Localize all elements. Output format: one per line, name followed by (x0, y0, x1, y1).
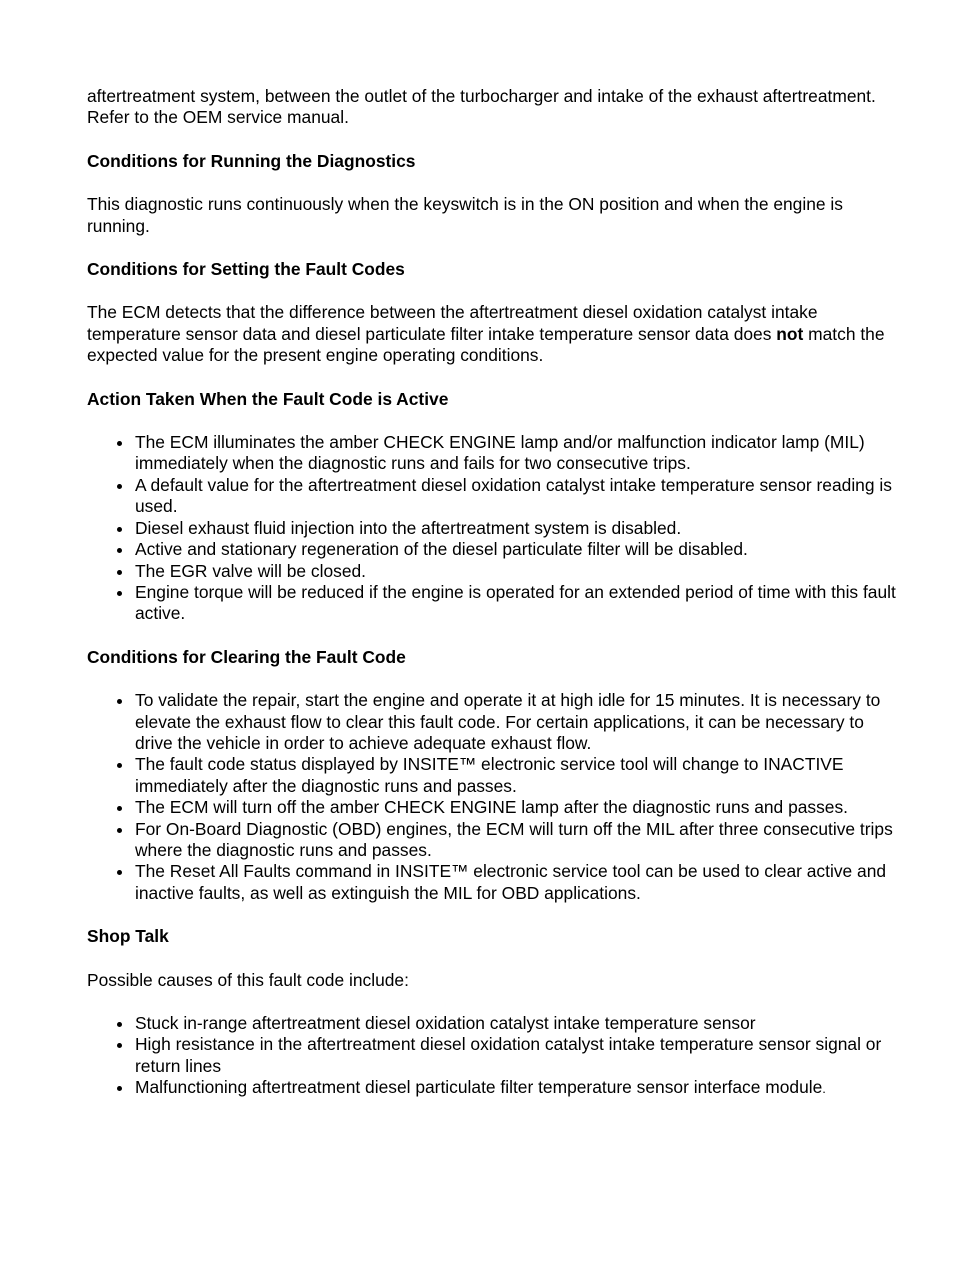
action-list (87, 432, 899, 625)
list-item: Engine torque will be reduced if the engine is operated for an extended period of time with this fault active. (87, 582, 899, 625)
list-item: Active and stationary regeneration of the diesel particulate filter will be disabled. (87, 539, 899, 560)
list-item: A default value for the aftertreatment diesel oxidation catalyst intake temperature sensor reading is used. (87, 475, 899, 518)
list-item: The Reset All Faults command in INSITE™ electronic service tool can be used to clear active and inactive faults, as well as extinguish the MIL for OBD applications. (87, 861, 899, 904)
shop-talk-heading: Shop Talk (87, 926, 169, 947)
list-item (87, 1077, 899, 1099)
list-item: For On-Board Diagnostic (OBD) engines, the ECM will turn off the MIL after three consecutive trips where the diagnostic runs and passes. (87, 819, 899, 862)
document-page (87, 86, 899, 1100)
running-heading: Conditions for Running the Diagnostics (87, 150, 416, 171)
clearing-heading: Conditions for Clearing the Fault Code (87, 646, 406, 667)
intro-paragraph: aftertreatment system, between the outlet of the turbocharger and intake of the exhaust aftertreatment. Refer to the OEM service manual. (87, 86, 876, 128)
setting-text-bold: not (776, 323, 804, 344)
clearing-list (87, 690, 899, 904)
setting-text-after: match the expected value for the present engine operating conditions. (87, 323, 885, 366)
list-item: The ECM illuminates the amber CHECK ENGINE lamp and/or malfunction indicator lamp (MIL) immediately when the diagnostic runs and fails for two consecutive trips. (87, 432, 899, 475)
list-item: The fault code status displayed by INSITE™ electronic service tool will change to INACTIVE immediately after the diagnostic runs and passes. (87, 754, 899, 797)
list-item: The EGR valve will be closed. (87, 561, 899, 582)
setting-paragraph (87, 302, 899, 366)
list-item: The ECM will turn off the amber CHECK ENGINE lamp after the diagnostic runs and passes. (87, 797, 899, 818)
setting-text-before: The ECM detects that the difference between the aftertreatment diesel oxidation catalyst intake temperature sensor data and diesel particulate filter intake temperature sensor data does (87, 302, 818, 344)
action-heading: Action Taken When the Fault Code is Active (87, 388, 449, 409)
setting-heading: Conditions for Setting the Fault Codes (87, 259, 405, 280)
shop-talk-list (87, 1013, 899, 1100)
list-item: Stuck in-range aftertreatment diesel oxidation catalyst intake temperature sensor (87, 1013, 899, 1034)
list-item: To validate the repair, start the engine and operate it at high idle for 15 minutes. It is necessary to elevate the exhaust flow to clear this fault code. For certain applications, it can be necessary to drive the vehicle in order to achieve adequate exhaust flow. (87, 690, 899, 754)
list-item: High resistance in the aftertreatment diesel oxidation catalyst intake temperature sensor signal or return lines (87, 1034, 899, 1077)
running-paragraph: This diagnostic runs continuously when the keyswitch is in the ON position and when the engine is running. (87, 194, 843, 236)
list-item: Diesel exhaust fluid injection into the aftertreatment system is disabled. (87, 518, 899, 539)
shop-talk-paragraph: Possible causes of this fault code include: (87, 969, 409, 990)
last-item-period: . (822, 1081, 826, 1097)
last-item-text: Malfunctioning aftertreatment diesel particulate filter temperature sensor interface module (135, 1077, 823, 1098)
